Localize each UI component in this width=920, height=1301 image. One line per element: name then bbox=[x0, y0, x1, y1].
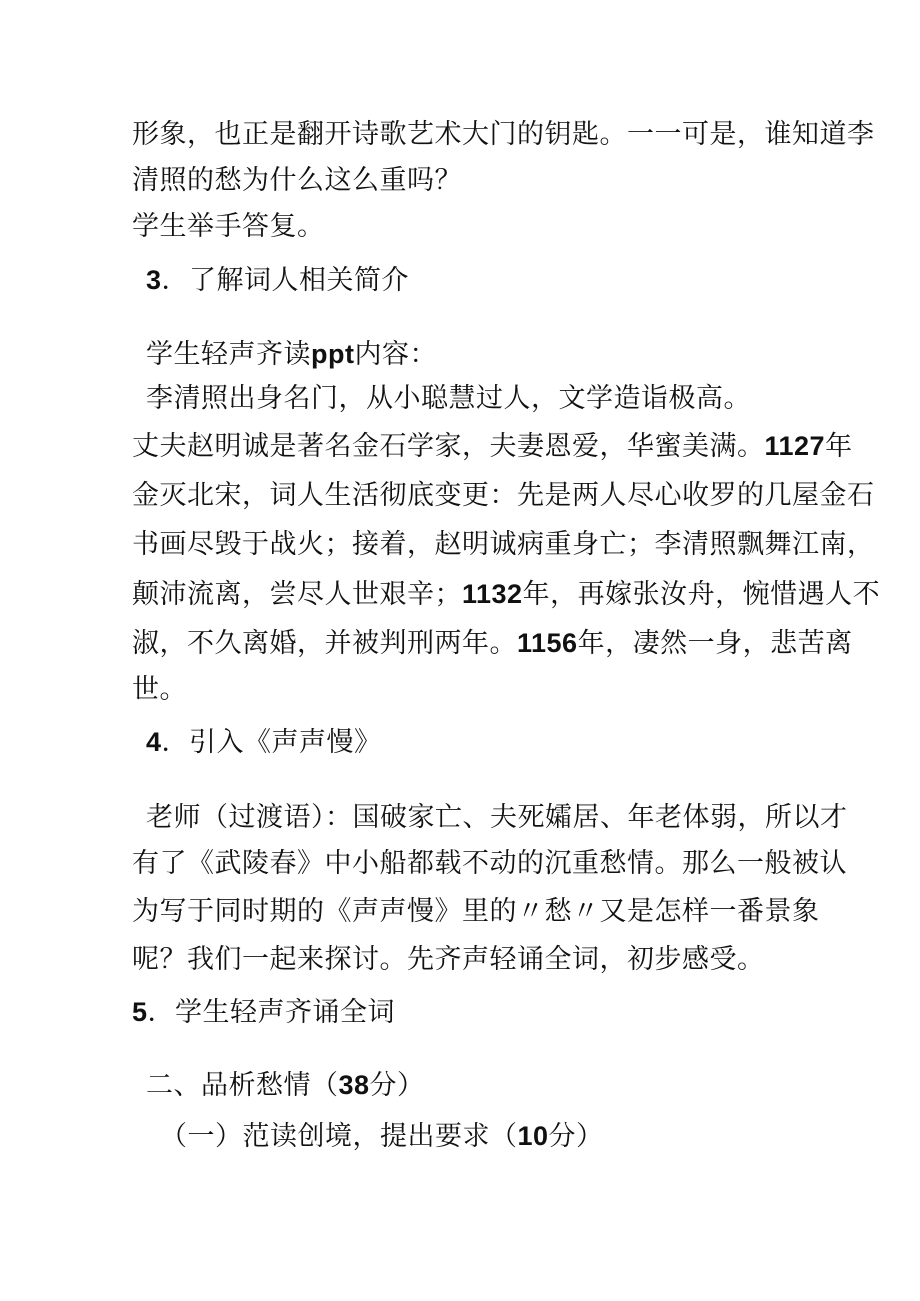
paragraph-line bbox=[132, 625, 853, 662]
line-text: 世。 bbox=[132, 674, 187, 705]
section-heading-5 bbox=[132, 994, 395, 1031]
year-text: 1132 bbox=[462, 579, 523, 609]
line-text: 颠沛流离，尝尽人世艰辛； bbox=[132, 579, 462, 610]
paragraph-line bbox=[146, 381, 751, 417]
heading-number: 4 bbox=[146, 727, 162, 757]
paragraph-line bbox=[132, 576, 880, 613]
score-number: 10 bbox=[517, 1121, 549, 1151]
line-text: 呢？我们一起来探讨。先齐声轻诵全词，初步感受。 bbox=[132, 944, 765, 975]
paragraph-line bbox=[146, 800, 848, 836]
year-text: 1156 bbox=[517, 628, 578, 658]
heading-number: 5 bbox=[132, 997, 148, 1027]
heading-text: ．了解词人相关简介 bbox=[161, 265, 410, 296]
paragraph-line bbox=[132, 428, 853, 465]
line-text: 淑，不久离婚，并被判刑两年。 bbox=[132, 628, 517, 659]
heading-number: 3 bbox=[146, 265, 162, 295]
paragraph-line bbox=[132, 894, 820, 930]
paragraph-line bbox=[132, 209, 325, 245]
heading-text: （一）范读创境，提出要求（ bbox=[160, 1121, 518, 1152]
line-text: 年 bbox=[825, 431, 853, 462]
line-text: 老师（过渡语）：国破家亡、夫死孀居、年老体弱，所以才 bbox=[146, 802, 848, 833]
line-text: 清照的愁为什么这么重吗？ bbox=[132, 165, 462, 196]
line-text: 为写于同时期的《声声慢》里的〃愁〃又是怎样一番景象 bbox=[132, 896, 820, 927]
line-text: 书画尽毁于战火；接着，赵明诚病重身亡；李清照飘舞江南， bbox=[132, 529, 875, 560]
paragraph-line bbox=[132, 527, 875, 563]
section-heading-4 bbox=[146, 724, 382, 761]
score-number: 38 bbox=[338, 1070, 370, 1100]
heading-text: ．引入《声声慢》 bbox=[161, 727, 382, 758]
paragraph-line bbox=[132, 117, 875, 153]
paragraph-line bbox=[146, 336, 437, 373]
line-text: 丈夫赵明诚是著名金石学家，夫妻恩爱，华蜜美满。 bbox=[132, 431, 765, 462]
subsection-heading bbox=[160, 1118, 604, 1155]
section-heading-3 bbox=[146, 262, 409, 299]
paragraph-line bbox=[132, 942, 765, 978]
line-text: 金灭北宋，词人生活彻底变更：先是两人尽心收罗的几屋金石 bbox=[132, 480, 875, 511]
heading-text: 分） bbox=[369, 1070, 425, 1101]
line-text: 有了《武陵春》中小船都载不动的沉重愁情。那么一般被认 bbox=[132, 848, 847, 879]
section-heading-part-2 bbox=[146, 1067, 425, 1104]
paragraph-line bbox=[132, 478, 875, 514]
heading-text: 二、品析愁情（ bbox=[146, 1070, 339, 1101]
line-text: 学生举手答复。 bbox=[132, 211, 325, 242]
heading-text: ．学生轻声齐诵全词 bbox=[147, 997, 396, 1028]
line-text: 年，再嫁张汝舟，惋惜遇人不 bbox=[522, 579, 881, 610]
line-text: 年，凄然一身，悲苦离 bbox=[577, 628, 853, 659]
line-text: 形象，也正是翻开诗歌艺术大门的钥匙。一一可是，谁知道李 bbox=[132, 119, 875, 150]
paragraph-line bbox=[132, 846, 847, 882]
paragraph-line bbox=[132, 163, 462, 199]
line-text: 内容： bbox=[354, 339, 437, 370]
line-text: 学生轻声齐读 bbox=[146, 339, 311, 370]
ppt-text: ppt bbox=[311, 339, 355, 369]
heading-text: 分） bbox=[548, 1121, 604, 1152]
line-text: 李清照出身名门，从小聪慧过人，文学造诣极高。 bbox=[146, 383, 751, 414]
year-text: 1127 bbox=[764, 431, 826, 461]
paragraph-line bbox=[132, 672, 187, 708]
